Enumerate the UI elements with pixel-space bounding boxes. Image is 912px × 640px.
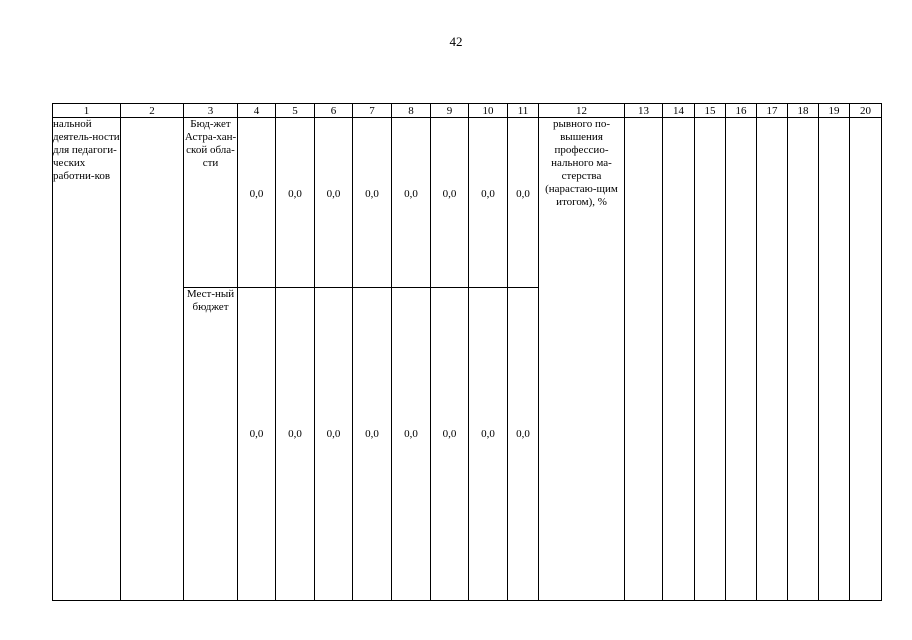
col-num-16: 16	[726, 104, 757, 118]
col-num-19: 19	[819, 104, 850, 118]
value-cell: 0,0	[508, 288, 539, 601]
col-num-12: 12	[539, 104, 625, 118]
value-cell: 0,0	[238, 288, 276, 601]
column-number-row	[53, 104, 882, 118]
col-num-9: 9	[431, 104, 469, 118]
table-row-regional-budget	[53, 118, 882, 288]
value-cell: 0,0	[276, 288, 315, 601]
col-num-14: 14	[663, 104, 695, 118]
value-cell: 0,0	[353, 288, 392, 601]
value-cell: 0,0	[276, 118, 315, 288]
empty-cell	[695, 118, 726, 601]
column-2-cell	[121, 118, 184, 601]
value-cell: 0,0	[315, 288, 353, 601]
value-cell: 0,0	[392, 118, 431, 288]
empty-cell	[625, 118, 663, 601]
funding-source-cell: Мест-ный бюджет	[184, 288, 238, 601]
value-cell: 0,0	[431, 288, 469, 601]
empty-cell	[726, 118, 757, 601]
col-num-6: 6	[315, 104, 353, 118]
col-num-13: 13	[625, 104, 663, 118]
empty-cell	[757, 118, 788, 601]
value-cell: 0,0	[469, 288, 508, 601]
empty-cell	[663, 118, 695, 601]
indicator-name-cell: рывного по-вышения профессио-нального ма-стерства (нарастаю-щим итогом), %	[539, 118, 625, 601]
activity-name-cell: нальной деятель-ности для педагоги-ческих работни-ков	[53, 118, 121, 601]
col-num-5: 5	[276, 104, 315, 118]
col-num-15: 15	[695, 104, 726, 118]
col-num-20: 20	[850, 104, 882, 118]
col-num-2: 2	[121, 104, 184, 118]
page-number: 42	[449, 34, 463, 49]
col-num-10: 10	[469, 104, 508, 118]
value-cell: 0,0	[508, 118, 539, 288]
value-cell: 0,0	[315, 118, 353, 288]
empty-cell	[788, 118, 819, 601]
value-cell: 0,0	[431, 118, 469, 288]
funding-source-cell: Бюд-жет Астра-хан-ской обла-сти	[184, 118, 238, 288]
empty-cell	[819, 118, 850, 601]
value-cell: 0,0	[238, 118, 276, 288]
col-num-1: 1	[53, 104, 121, 118]
value-cell: 0,0	[353, 118, 392, 288]
col-num-4: 4	[238, 104, 276, 118]
col-num-3: 3	[184, 104, 238, 118]
col-num-11: 11	[508, 104, 539, 118]
budget-table	[52, 103, 882, 601]
empty-cell	[850, 118, 882, 601]
value-cell: 0,0	[392, 288, 431, 601]
col-num-8: 8	[392, 104, 431, 118]
col-num-7: 7	[353, 104, 392, 118]
col-num-18: 18	[788, 104, 819, 118]
col-num-17: 17	[757, 104, 788, 118]
value-cell: 0,0	[469, 118, 508, 288]
